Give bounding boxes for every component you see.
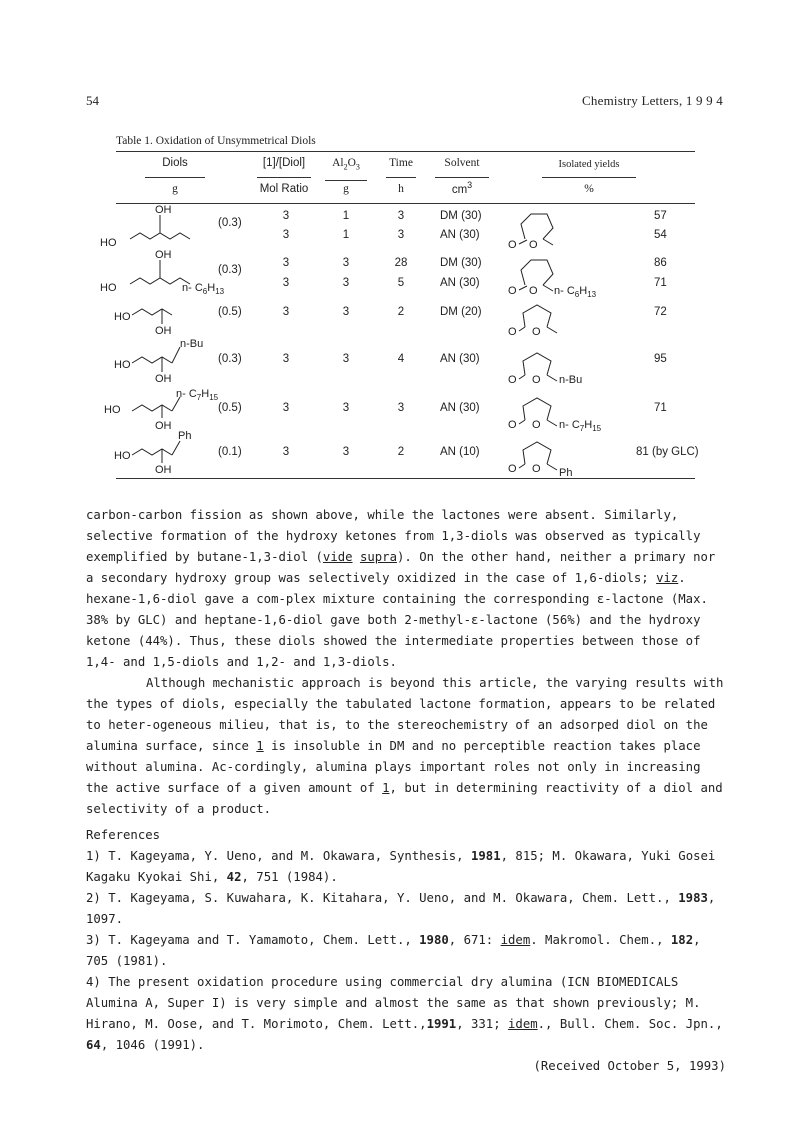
time-header-underline — [386, 177, 416, 178]
lactone-structure-6 — [505, 434, 625, 483]
row7-amount: (0.5) — [218, 402, 242, 414]
svg-text:HO: HO — [100, 237, 117, 249]
svg-text:Ph: Ph — [178, 430, 192, 442]
svg-text:O: O — [508, 463, 517, 475]
row6-yield: 95 — [654, 353, 667, 365]
row8-yield: 81 (by GLC) — [636, 446, 699, 458]
header-time: Time — [389, 157, 413, 169]
svg-text:O: O — [508, 239, 517, 251]
row7-yield: 71 — [654, 402, 667, 414]
row3-time: 28 — [394, 257, 408, 269]
svg-text:n-Bu: n-Bu — [180, 338, 204, 350]
row3-solvent: DM (30) — [440, 257, 482, 269]
row3-ratio: 3 — [282, 257, 290, 269]
row6-solvent: AN (30) — [440, 353, 480, 365]
svg-text:OH: OH — [155, 204, 172, 216]
svg-text:OH: OH — [155, 373, 172, 385]
journal-title: Chemistry Letters, 1 9 9 4 — [582, 93, 723, 108]
solvent-header-underline — [435, 177, 489, 178]
row2-yield: 54 — [654, 229, 667, 241]
svg-text:OH: OH — [155, 420, 172, 432]
svg-text:O: O — [508, 419, 517, 431]
unit-al2o3: g — [343, 183, 349, 195]
lactone-structure-2 — [505, 250, 645, 299]
row3-al2o3: 3 — [342, 257, 350, 269]
row5-solvent: DM (20) — [440, 306, 482, 318]
svg-text:n- C7H15: n- $C_7H_{15}$ — [559, 419, 602, 433]
row1-ratio: 3 — [282, 210, 290, 222]
row6-time: 4 — [397, 353, 405, 365]
unit-ratio: Mol Ratio — [259, 183, 309, 195]
received-date: (Received October 5, 1993) — [533, 1059, 726, 1073]
table-top-rule — [116, 151, 695, 152]
svg-text:O: O — [508, 326, 517, 338]
ratio-header-underline — [257, 177, 311, 178]
header-ratio: [1]/[Diol] — [262, 157, 306, 169]
reference-1: 1) T. Kageyama, Y. Ueno, and M. Okawara, Synthesis, 1981, 815; M. Okawara, Yuki Gosei Kagaku Kyokai Shi, 42, 751 (1984). — [86, 849, 716, 884]
row3-yield: 86 — [654, 257, 667, 269]
row7-al2o3: 3 — [342, 402, 350, 414]
row7-solvent: AN (30) — [440, 402, 480, 414]
yields-header-underline — [542, 177, 636, 178]
svg-text:OH: OH — [155, 249, 172, 261]
svg-text:O: O — [508, 374, 517, 386]
svg-text:Ph: Ph — [559, 467, 573, 479]
reference-3: 3) T. Kageyama and T. Yamamoto, Chem. Lett., 1980, 671: idem. Makromol. Chem., 182, 705 (1981). — [86, 933, 701, 968]
header-solvent: Solvent — [444, 157, 480, 169]
svg-text:O: O — [532, 326, 541, 338]
row8-time: 2 — [397, 446, 405, 458]
row5-ratio: 3 — [282, 306, 290, 318]
row2-solvent: AN (30) — [440, 229, 480, 241]
svg-text:HO: HO — [104, 404, 121, 416]
row8-al2o3: 3 — [342, 446, 350, 458]
row2-ratio: 3 — [282, 229, 290, 241]
diol-structure-4 — [100, 335, 210, 390]
unit-time: h — [398, 183, 404, 195]
lactone-structure-1 — [505, 204, 615, 253]
row2-al2o3: 1 — [342, 229, 350, 241]
diols-header-underline — [145, 177, 205, 178]
unit-solvent: $cm^3$ — [451, 180, 473, 196]
lactone-structure-3 — [505, 297, 615, 342]
row4-solvent: AN (30) — [440, 277, 480, 289]
row4-al2o3: 3 — [342, 277, 350, 289]
page-number: 54 — [86, 93, 99, 108]
row3-amount: (0.3) — [218, 264, 242, 276]
row8-solvent: AN (10) — [440, 446, 480, 458]
unit-yields: % — [584, 183, 594, 195]
header-yields: Isolated yields — [558, 159, 620, 170]
row4-ratio: 3 — [282, 277, 290, 289]
svg-text:HO: HO — [114, 450, 131, 462]
row4-time: 5 — [397, 277, 405, 289]
svg-text:n- C6H13: n- $C_6H_{13}$ — [554, 285, 597, 299]
row1-solvent: DM (30) — [440, 210, 482, 222]
reference-4: 4) The present oxidation procedure using commercial dry alumina (ICN BIOMEDICALS Alumina A, Super I) is very simple and almost the same as that shown previously; M. Hirano, M. Oose, and T. Morimoto, Chem. Lett.,1991, 331; idem., Bull. Chem. Soc. Jpn., 64, 1046 (1991). — [86, 975, 723, 1052]
svg-text:n- C7H15: n- $C_7H_{15}$ — [176, 388, 219, 402]
references-title: References — [86, 828, 161, 842]
table-caption: Table 1. Oxidation of Unsymmetrical Diols — [116, 135, 316, 147]
row1-yield: 57 — [654, 210, 667, 222]
row2-time: 3 — [397, 229, 405, 241]
header-al2o3: $Al_2O_3$ — [332, 157, 360, 172]
row6-amount: (0.3) — [218, 353, 242, 365]
svg-text:HO: HO — [114, 311, 131, 323]
svg-text:O: O — [529, 285, 538, 297]
svg-text:O: O — [529, 239, 538, 251]
row5-time: 2 — [397, 306, 405, 318]
row6-ratio: 3 — [282, 353, 290, 365]
references-section — [86, 825, 726, 1077]
row5-yield: 72 — [654, 306, 667, 318]
row7-time: 3 — [397, 402, 405, 414]
lactone-structure-5 — [505, 390, 645, 439]
paragraph-2: Although mechanistic approach is beyond this article, the varying results with the types of diols, especially the tabulated lactone formation, appears to be related to heter-ogeneous milieu, that is, to the stereochemistry of an adsorped diol on the alumina surface, since 1 is insoluble in DM and no perceptible reaction takes place without alumina. Ac-cordingly, alumina plays important roles not only in increasing the active surface of a given amount of 1, but in determining reactivity of a diol and selectivity of a product. — [86, 676, 724, 816]
svg-text:O: O — [532, 419, 541, 431]
row1-time: 3 — [397, 210, 405, 222]
svg-text:O: O — [532, 463, 541, 475]
svg-text:O: O — [508, 285, 517, 297]
svg-text:OH: OH — [155, 325, 172, 337]
row1-al2o3: 1 — [342, 210, 350, 222]
paragraph-1: carbon-carbon fission as shown above, while the lactones were absent. Similarly, selective formation of the hydroxy ketones from 1,3-diols was observed as typically exemplified by butane-1,3-diol (vide supra). On the other hand, neither a primary nor a secondary hydroxy group was selectively oxidized in the case of 1,6-diols; viz. hexane-1,6-diol gave a com-plex mixture containing the corresponding ε-lactone (Max. 38% by GLC) and heptane-1,6-diol gave both 2-methyl-ε-lactone (56%) and the hydroxy ketone (44%). Thus, these diols showed the intermediate properties between those of 1,4- and 1,5-diols and 1,2- and 1,3-diols. — [86, 508, 716, 669]
svg-text:n-Bu: n-Bu — [559, 374, 583, 386]
svg-text:OH: OH — [155, 464, 172, 476]
row5-amount: (0.5) — [218, 306, 242, 318]
svg-text:HO: HO — [100, 282, 117, 294]
lactone-structure-4 — [505, 345, 625, 390]
body-text — [86, 505, 726, 1077]
svg-text:HO: HO — [114, 359, 131, 371]
header-diols: Diols — [162, 157, 188, 169]
svg-text:n- C6H13: n- $C_6H_{13}$ — [182, 282, 225, 296]
row6-al2o3: 3 — [342, 353, 350, 365]
row5-al2o3: 3 — [342, 306, 350, 318]
row8-amount: (0.1) — [218, 446, 242, 458]
unit-diols: g — [172, 183, 178, 195]
row1-amount: (0.3) — [218, 217, 242, 229]
row8-ratio: 3 — [282, 446, 290, 458]
al2o3-header-underline — [325, 180, 367, 181]
reference-2: 2) T. Kageyama, S. Kuwahara, K. Kitahara, Y. Ueno, and M. Okawara, Chem. Lett., 1983, 1097. — [86, 891, 716, 926]
row4-yield: 71 — [654, 277, 667, 289]
row7-ratio: 3 — [282, 402, 290, 414]
svg-text:O: O — [532, 374, 541, 386]
diol-structure-6 — [100, 427, 210, 482]
